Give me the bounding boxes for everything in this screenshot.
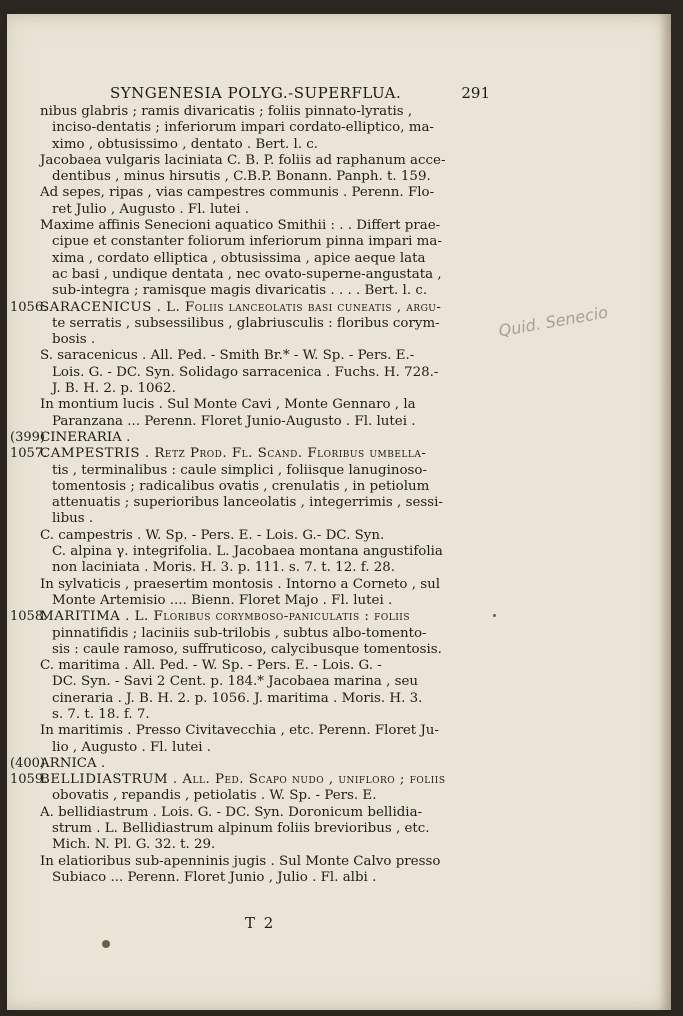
text-line	[40, 202, 490, 218]
line-text: tis , terminalibus : caule simplici , foliisque lanuginoso-	[52, 462, 427, 478]
entry-number: 1059.	[10, 772, 48, 788]
line-text: Jacobaea vulgaris laciniata C. B. P. foliis ad raphanum acce-	[40, 152, 446, 168]
text-line	[40, 104, 490, 120]
text-line	[40, 577, 490, 593]
page-edge-shadow	[659, 14, 671, 1010]
line-text: ret Julio , Augusto . Fl. lutei .	[52, 201, 250, 217]
text-line	[40, 740, 490, 756]
line-text: sub-integra ; ramisque magis divaricatis . . . . Bert. l. c.	[52, 283, 428, 299]
text-line	[40, 381, 490, 397]
text-line	[40, 414, 490, 430]
text-line	[40, 185, 490, 201]
line-text: strum . L. Bellidiastrum alpinum foliis brevioribus , etc.	[52, 821, 430, 837]
line-text: CINERARIA .	[40, 429, 131, 445]
text-line	[40, 283, 490, 299]
text-line	[40, 788, 490, 804]
text-line	[40, 463, 490, 479]
text-line	[40, 723, 490, 739]
text-line	[40, 365, 490, 381]
text-line	[40, 169, 490, 185]
text-line	[10, 429, 490, 446]
paper-spot	[102, 940, 110, 948]
line-text: attenuatis ; superioribus lanceolatis , integerrimis , sessi-	[52, 495, 443, 511]
page-body-text	[10, 104, 490, 886]
line-text: s. 7. t. 18. f. 7.	[52, 706, 150, 722]
line-text: MARITIMA . L. Floribus corymboso-paniculatis : foliis	[40, 609, 411, 625]
line-text: ac basi , undique dentata , nec ovato-superne-angustata ,	[52, 266, 442, 282]
text-line	[40, 153, 490, 169]
entry-number: (400)	[10, 755, 45, 771]
text-line	[40, 544, 490, 560]
text-line	[40, 528, 490, 544]
line-text: sis : caule ramoso, suffruticoso, calycibusque tomentosis.	[52, 641, 442, 657]
text-line	[40, 120, 490, 136]
text-line	[40, 348, 490, 364]
line-text: nibus glabris ; ramis divaricatis ; foliis pinnato-lyratis ,	[40, 104, 413, 119]
text-line	[40, 560, 490, 576]
line-text: Maxime affinis Senecioni aquatico Smithii : . . Differt prae-	[40, 218, 441, 234]
line-text: bosis .	[52, 332, 96, 348]
line-text: In maritimis . Presso Civitavecchia , etc. Perenn. Floret Ju-	[40, 723, 439, 739]
text-line	[40, 137, 490, 153]
entry-number: (399)	[10, 429, 45, 445]
paper-spot	[493, 614, 496, 617]
text-line	[40, 267, 490, 283]
line-text: In montium lucis . Sul Monte Cavi , Monte Gennaro , la	[40, 397, 416, 413]
line-text: C. alpina γ. integrifolia. L. Jacobaea montana angustifolia	[52, 544, 443, 560]
line-text: dentibus , minus hirsutis , C.B.P. Bonann. Panph. t. 159.	[52, 169, 431, 185]
text-line	[40, 397, 490, 413]
text-line	[40, 707, 490, 723]
text-line	[40, 511, 490, 527]
text-line	[10, 609, 490, 625]
signature-mark: T 2	[245, 914, 276, 932]
line-text: tomentosis ; radicalibus ovatis , crenulatis , in petiolum	[52, 478, 430, 494]
line-text: libus .	[52, 511, 94, 527]
line-text: S. saracenicus . All. Ped. - Smith Br.* - W. Sp. - Pers. E.-	[40, 348, 415, 364]
text-line	[10, 446, 490, 462]
line-text: SARACENICUS . L. Foliis lanceolatis basi cuneatis , argu-	[40, 299, 442, 315]
text-line	[10, 299, 490, 316]
line-text: C. maritima . All. Ped. - W. Sp. - Pers. E. - Lois. G. -	[40, 658, 382, 674]
line-text: te serratis , subsessilibus , glabriusculis : floribus corym-	[52, 315, 440, 331]
text-line	[40, 479, 490, 495]
line-text: Paranzana ... Perenn. Floret Junio-Augusto . Fl. lutei .	[52, 413, 416, 429]
line-text: cipue et constanter foliorum inferiorum pinna impari ma-	[52, 234, 442, 250]
text-line	[40, 626, 490, 642]
line-text: DC. Syn. - Savi 2 Cent. p. 184.* Jacobaea marina , seu	[52, 674, 419, 690]
line-text: non laciniata . Moris. H. 3. p. 111. s. 7. t. 12. f. 28.	[52, 560, 396, 576]
text-line	[40, 642, 490, 658]
text-line	[40, 821, 490, 837]
text-line	[40, 691, 490, 707]
text-line	[40, 316, 490, 332]
line-text: ARNICA .	[40, 755, 106, 771]
line-text: C. campestris . W. Sp. - Pers. E. - Lois. G.- DC. Syn.	[40, 527, 385, 543]
text-line	[40, 870, 490, 886]
line-text: pinnatifidis ; laciniis sub-trilobis , subtus albo-tomento-	[52, 625, 427, 641]
line-text: In elatioribus sub-apenninis jugis . Sul Monte Calvo presso	[40, 853, 441, 869]
entry-number: 1057.	[10, 446, 48, 462]
text-line	[40, 234, 490, 250]
line-text: cineraria . J. B. H. 2. p. 1056. J. maritima . Moris. H. 3.	[52, 690, 423, 706]
line-text: ximo , obtusissimo , dentato . Bert. l. c.	[52, 136, 319, 152]
line-text: BELLIDIASTRUM . All. Ped. Scapo nudo , unifloro ; foliis	[40, 772, 446, 788]
text-line	[40, 854, 490, 870]
running-head: SYNGENESIA POLYG.-SUPERFLUA.	[110, 84, 402, 102]
line-text: In sylvaticis , praesertim montosis . Intorno a Corneto , sul	[40, 576, 441, 592]
text-line	[40, 674, 490, 690]
line-text: J. B. H. 2. p. 1062.	[52, 381, 176, 397]
page-header	[110, 80, 490, 104]
page-number: 291	[461, 84, 490, 102]
pencil-annotation: Quid. Senecio	[497, 302, 610, 341]
text-line	[10, 772, 490, 788]
entry-number: 1056.	[10, 299, 48, 315]
line-text: Monte Artemisio .... Bienn. Floret Majo . Fl. lutei .	[52, 592, 393, 608]
line-text: xima , cordato elliptica , obtusissima , apice aeque lata	[52, 250, 426, 266]
text-line	[40, 332, 490, 348]
text-line	[40, 658, 490, 674]
text-line	[40, 837, 490, 853]
line-text: CAMPESTRIS . Retz Prod. Fl. Scand. Floribus umbella-	[40, 446, 427, 462]
line-text: lio , Augusto . Fl. lutei .	[52, 739, 212, 755]
entry-number: 1058.	[10, 609, 48, 625]
text-line	[40, 218, 490, 234]
line-text: obovatis , repandis , petiolatis . W. Sp. - Pers. E.	[52, 788, 377, 804]
text-line	[10, 755, 490, 772]
text-line	[40, 805, 490, 821]
text-line	[40, 251, 490, 267]
text-line	[40, 593, 490, 609]
line-text: inciso-dentatis ; inferiorum impari cordato-elliptico, ma-	[52, 120, 434, 136]
line-text: Subiaco ... Perenn. Floret Junio , Julio . Fl. albi .	[52, 869, 377, 885]
line-text: Ad sepes, ripas , vias campestres communis . Perenn. Flo-	[40, 185, 435, 201]
line-text: A. bellidiastrum . Lois. G. - DC. Syn. Doronicum bellidia-	[40, 804, 423, 820]
line-text: Lois. G. - DC. Syn. Solidago sarracenica . Fuchs. H. 728.-	[52, 364, 439, 380]
text-line	[40, 495, 490, 511]
line-text: Mich. N. Pl. G. 32. t. 29.	[52, 837, 216, 853]
